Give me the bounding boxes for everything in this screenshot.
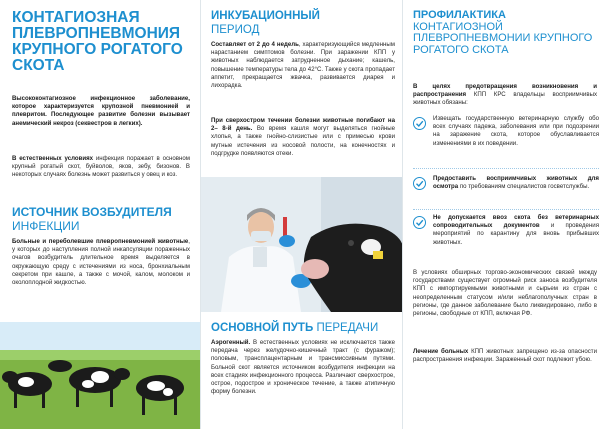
- import-risk-paragraph: В условиях обширных торгово-экономических связей между государствами существует огромный риск заноса возбудителя КПП с импортируемыми животными и сырьем из стран с неопределенным статусом и/или неблагополучных стран в регионы, где данное заболевание было ликвидировано, либо в регионы, свободные от КПП, включая РФ.: [413, 269, 597, 318]
- section-heading-incubation: ИНКУБАЦИОННЫЙ: [211, 10, 320, 22]
- checkmark-icon: [413, 117, 426, 130]
- checkmark-icon: [413, 177, 426, 190]
- section-heading-source: ИСТОЧНИК ВОЗБУДИТЕЛЯ: [12, 205, 172, 219]
- divider: [413, 209, 599, 210]
- prevention-item-2-bold: Предоставить восприимчивых животных для осмотра: [433, 175, 599, 191]
- section-heading-transmission: [211, 322, 397, 334]
- prevention-item-1-body: Извещать государственную ветеринарную службу обо всех случаях падежа, заболевания или при подозрении на заражение скота, которое обуславливается изменениями в их поведении.: [433, 115, 599, 147]
- prevention-intro-text: КПП КРС владельцы восприимчивых животных обязаны:: [413, 91, 597, 107]
- prevention-item-2-body: по требованиям специалистов госветслужбы.: [458, 183, 590, 191]
- section-heading-incubation-sub: ПЕРИОД: [211, 24, 260, 36]
- transmission-paragraph: [211, 339, 395, 396]
- incubation-text: , характеризующийся медленным нарастанием симптомов болезни. При заражении КПП у животных наблюдается затрудненное дыхание; кашель, повышение температуры тела до 42°С. Также у скота пропадает аппетит, прекращается жвачка, развивается диарея и лихорадка.: [211, 41, 395, 90]
- acute-course-lead: При сверхостром течении болезни животные погибают на 2– 8-й день.: [211, 117, 395, 133]
- brochure-title: КОНТАГИОЗНАЯ ПЛЕВРОПНЕВМОНИЯ КРУПНОГО РОГАТОГО СКОТА: [12, 9, 183, 74]
- prevention-item-3: [413, 214, 599, 258]
- cows-illustration: [0, 322, 200, 429]
- acute-course-paragraph: [211, 117, 395, 158]
- prevention-item-2: [413, 175, 599, 209]
- natural-conditions-text: инфекция поражает в основном крупный рогатый скот, буйволов, яков, зебу, бизонов. В некоторых случаях болезнь может развиться у овец и коз.: [12, 155, 190, 179]
- divider: [413, 168, 599, 169]
- treatment-ban-lead: Лечение больных: [413, 348, 469, 355]
- prevention-intro: [413, 83, 597, 108]
- incubation-paragraph: [211, 41, 395, 90]
- disease-description: [12, 95, 190, 128]
- source-paragraph: [12, 238, 190, 287]
- veterinarian-illustration: [201, 177, 402, 312]
- incubation-lead: Составляет от 2 до 4 недель: [211, 41, 299, 48]
- natural-conditions-lead: В естественных условиях: [12, 155, 94, 162]
- cows-in-field-photo: [0, 322, 200, 429]
- source-lead: Больные и переболевшие плевропневмонией животные: [12, 238, 189, 245]
- transmission-heading-thin: ПЕРЕДАЧИ: [316, 322, 379, 334]
- natural-conditions-paragraph: [12, 155, 190, 180]
- acute-course-text: Во время кашля могут выделяться гнойные хлопья, а также гнойно-слизистые или с примесью крови мутные истечения из носовой полости, на конечностях и подгрудке появляются отеки.: [211, 125, 395, 157]
- prevention-item-1-text: [433, 115, 599, 148]
- source-text: , у которых до наступления полной инкапсуляции пораженных очагов возбудитель длительное время выделяется в окружающую среду с истечениями из носа, бронхиальным секретом при кашле, а также с мочой, калом, молоком и околоплодной жидкостью.: [12, 238, 190, 287]
- transmission-heading-bold: ОСНОВНОЙ ПУТЬ: [211, 322, 314, 334]
- disease-description-text: Высококонтагиозное инфекционное заболевание, которое характеризуется крупозной пневмонией и плевритом. Последующее развитие болезни вызывает анемический некроз (секвестров в легких).: [12, 95, 190, 127]
- prevention-item-1: [413, 115, 599, 167]
- treatment-ban-paragraph: [413, 348, 597, 364]
- treatment-ban-text: КПП животных запрещено из-за опасности распространения инфекции. Зараженный скот подлежит убою.: [413, 348, 597, 364]
- section-heading-prevention: ПРОФИЛАКТИКА: [413, 9, 506, 21]
- checkmark-icon: [413, 216, 426, 229]
- panel-right: [402, 0, 604, 429]
- transmission-lead: Аэрогенный.: [211, 339, 251, 346]
- panel-middle: [200, 0, 402, 429]
- section-heading-source-sub: ИНФЕКЦИИ: [12, 219, 80, 233]
- section-heading-prevention-sub: КОНТАГИОЗНОЙ ПЛЕВРОПНЕВМОНИИ КРУПНОГО РОГАТОГО СКОТА: [413, 21, 593, 56]
- veterinarian-with-cow-photo: [201, 177, 402, 312]
- prevention-item-3-bold: Не допускается ввоз скота без ветеринарных сопроводительных документов: [433, 214, 599, 230]
- prevention-item-2-text: [433, 175, 599, 191]
- prevention-intro-lead: В целях предотвращения возникновения и распространения: [413, 83, 597, 99]
- prevention-item-3-text: [433, 214, 599, 247]
- panel-left: [0, 0, 200, 429]
- transmission-text: В естественных условиях не исключается также передача через желудочно-кишечный тракт (с фуражом); половым, трансплацентарным и трансмиссивным путями. Больной скот является источником возбудителя инфекции на всех стадиях инфекционного процесса. Различают сверхострое, острое, подострое и хроническое течение, а также атипичную форму болезни.: [211, 339, 395, 396]
- prevention-item-3-body: и проведения мероприятий по карантину для вновь прибывших животных.: [433, 222, 599, 246]
